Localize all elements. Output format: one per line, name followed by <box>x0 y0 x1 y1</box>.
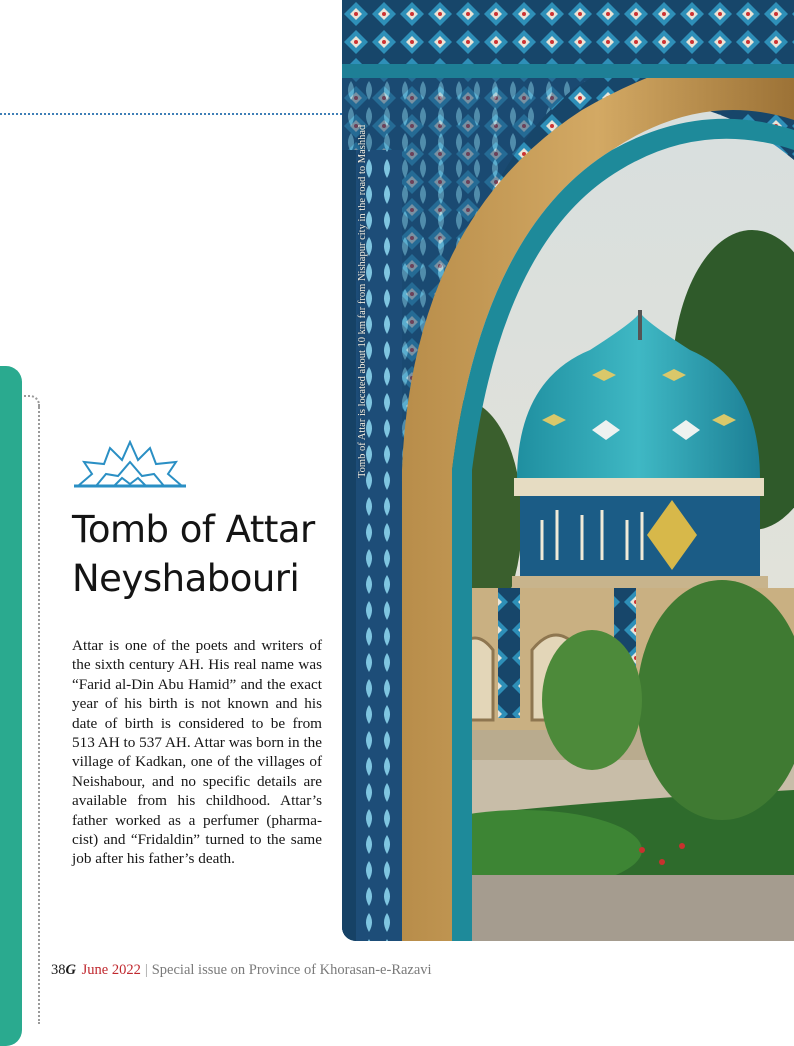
side-tab <box>0 366 22 1046</box>
star-ornament-icon <box>74 440 186 488</box>
article-body: Attar is one of the poets and writers of the sixth century AH. His real name was “Farid al-Din Abu Hamid” and the exact year of his birth is not known and his date of birth is considered to be from 513 AH to 537 AH. Attar was born in the village of Kadkan, one of the villages of Neishabour, and no specific details are available from his childhood. Attar’s father worked as a perfumer (pharmacist) and “Fridaldin” turned to the same job after his father’s death. <box>72 637 322 868</box>
tomb-photo <box>342 0 794 941</box>
title-line-1: Tomb of Attar <box>72 508 315 551</box>
top-dotted-rule <box>0 113 342 115</box>
page-number: 38 <box>51 962 66 978</box>
title-line-2: Neyshabouri <box>72 557 300 600</box>
issue-date: June 2022 <box>81 962 141 978</box>
magazine-logo: G <box>65 962 76 978</box>
article-title <box>72 505 342 603</box>
footer-separator: | <box>144 962 148 978</box>
side-dotted-guide <box>38 404 40 1024</box>
issue-title: Special issue on Province of Khorasan-e-Razavi <box>151 962 432 978</box>
photo-caption: Tomb of Attar is located about 10 km far from Nishapur city in the road to Mashhad <box>357 124 368 478</box>
page-footer <box>51 962 432 979</box>
